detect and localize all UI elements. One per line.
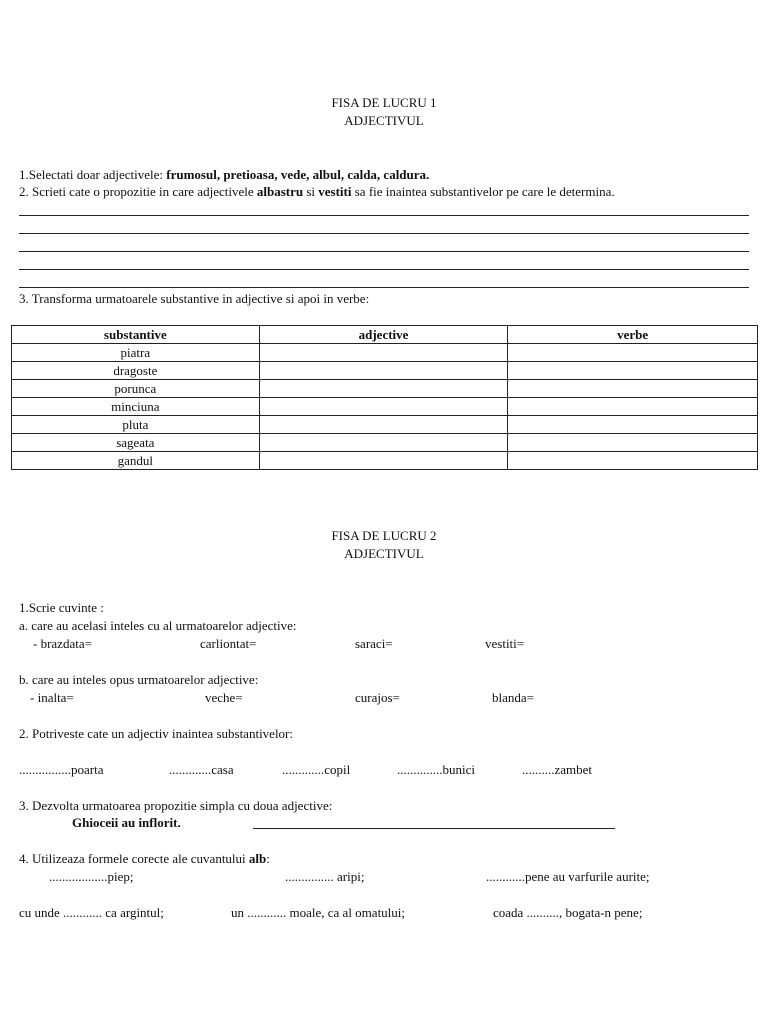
noun-cell: sageata xyxy=(12,434,260,452)
q3-sentence-text: Ghioceii au inflorit. xyxy=(72,815,181,830)
answer-line-1 xyxy=(19,215,749,216)
header-adjective: adjective xyxy=(259,326,508,344)
alb-fill-item: coada .........., bogata-n pene; xyxy=(493,905,643,920)
table-row xyxy=(12,434,758,452)
sheet2-title: FISA DE LUCRU 2 xyxy=(331,528,437,543)
q1-prefix: 1.Selectati doar adjectivele: xyxy=(19,167,167,182)
adjective-cell[interactable] xyxy=(259,362,508,380)
adjective-cell[interactable] xyxy=(259,398,508,416)
adjective-cell[interactable] xyxy=(259,344,508,362)
verb-cell[interactable] xyxy=(508,344,758,362)
q2-text-a: 2. Scrieti cate o propozitie in care adjectivele xyxy=(19,184,257,199)
q3-answer-line xyxy=(253,828,615,829)
answer-line-4 xyxy=(19,269,749,270)
q4-suffix: : xyxy=(266,851,270,866)
alb-fill-item: ............... aripi; xyxy=(285,869,365,884)
fill-item: .............copil xyxy=(282,762,351,777)
table-row xyxy=(12,452,758,470)
antonym-item: - inalta= xyxy=(30,690,74,705)
sheet2-subtitle: ADJECTIVUL xyxy=(344,546,424,561)
fill-item: .............casa xyxy=(169,762,234,777)
sheet1-question-1 xyxy=(19,167,429,182)
adjective-cell[interactable] xyxy=(259,380,508,398)
sheet2-question-1: 1.Scrie cuvinte : xyxy=(19,600,104,615)
verb-cell[interactable] xyxy=(508,452,758,470)
antonym-item: blanda= xyxy=(492,690,534,705)
answer-line-3 xyxy=(19,251,749,252)
table-row xyxy=(12,362,758,380)
table-row xyxy=(12,344,758,362)
sheet2-question-2: 2. Potriveste cate un adjectiv inaintea substantivelor: xyxy=(19,726,294,741)
sheet2-question-3: 3. Dezvolta urmatoarea propozitie simpla cu doua adjective: xyxy=(19,798,333,813)
synonym-item: carliontat= xyxy=(200,636,257,651)
antonym-item: veche= xyxy=(205,690,243,705)
antonym-item: curajos= xyxy=(355,690,400,705)
noun-cell: porunca xyxy=(12,380,260,398)
verb-cell[interactable] xyxy=(508,362,758,380)
sheet1-question-3: 3. Transforma urmatoarele substantive in adjective si apoi in verbe: xyxy=(19,291,370,306)
alb-fill-item: un ............ moale, ca al omatului; xyxy=(231,905,406,920)
answer-line-5 xyxy=(19,287,749,288)
noun-cell: gandul xyxy=(12,452,260,470)
sheet2-question-1a: a. care au acelasi inteles cu al urmatoarelor adjective: xyxy=(19,618,297,633)
sheet2-question-4 xyxy=(19,851,270,866)
sheet1-subtitle: ADJECTIVUL xyxy=(344,113,424,128)
word-transform-table xyxy=(11,325,758,470)
answer-line-2 xyxy=(19,233,749,234)
header-verbe: verbe xyxy=(508,326,758,344)
q2-word-albastru: albastru xyxy=(256,184,304,199)
q4-word-alb: alb xyxy=(248,851,267,866)
synonym-item: vestiti= xyxy=(485,636,525,651)
table-row xyxy=(12,416,758,434)
alb-fill-item: ..................piep; xyxy=(49,869,134,884)
sheet1-question-2 xyxy=(19,184,615,199)
table-row xyxy=(12,380,758,398)
q4-prefix: 4. Utilizeaza formele corecte ale cuvantului xyxy=(19,851,249,866)
verb-cell[interactable] xyxy=(508,416,758,434)
q2-text-e: sa fie inaintea substantivelor pe care le determina. xyxy=(351,184,615,199)
synonym-item: - brazdata= xyxy=(33,636,92,651)
sheet1-title: FISA DE LUCRU 1 xyxy=(331,95,437,110)
sheet2-question-1b: b. care au inteles opus urmatoarelor adjective: xyxy=(19,672,259,687)
q1-words: frumosul, pretioasa, vede, albul, calda, caldura. xyxy=(166,167,430,182)
adjective-cell[interactable] xyxy=(259,416,508,434)
header-substantive: substantive xyxy=(12,326,260,344)
noun-cell: piatra xyxy=(12,344,260,362)
adjective-cell[interactable] xyxy=(259,452,508,470)
table-header-row xyxy=(12,326,758,344)
noun-cell: pluta xyxy=(12,416,260,434)
alb-fill-item: ............pene au varfurile aurite; xyxy=(486,869,650,884)
verb-cell[interactable] xyxy=(508,434,758,452)
verb-cell[interactable] xyxy=(508,380,758,398)
alb-fill-item: cu unde ............ ca argintul; xyxy=(19,905,164,920)
adjective-cell[interactable] xyxy=(259,434,508,452)
fill-item: ..............bunici xyxy=(397,762,475,777)
fill-item: ................poarta xyxy=(19,762,104,777)
noun-cell: minciuna xyxy=(12,398,260,416)
q2-word-vestiti: vestiti xyxy=(318,184,352,199)
q3-sentence xyxy=(72,815,181,830)
fill-item: ..........zambet xyxy=(522,762,593,777)
q2-text-c: si xyxy=(303,184,319,199)
verb-cell[interactable] xyxy=(508,398,758,416)
noun-cell: dragoste xyxy=(12,362,260,380)
table-row xyxy=(12,398,758,416)
synonym-item: saraci= xyxy=(355,636,393,651)
